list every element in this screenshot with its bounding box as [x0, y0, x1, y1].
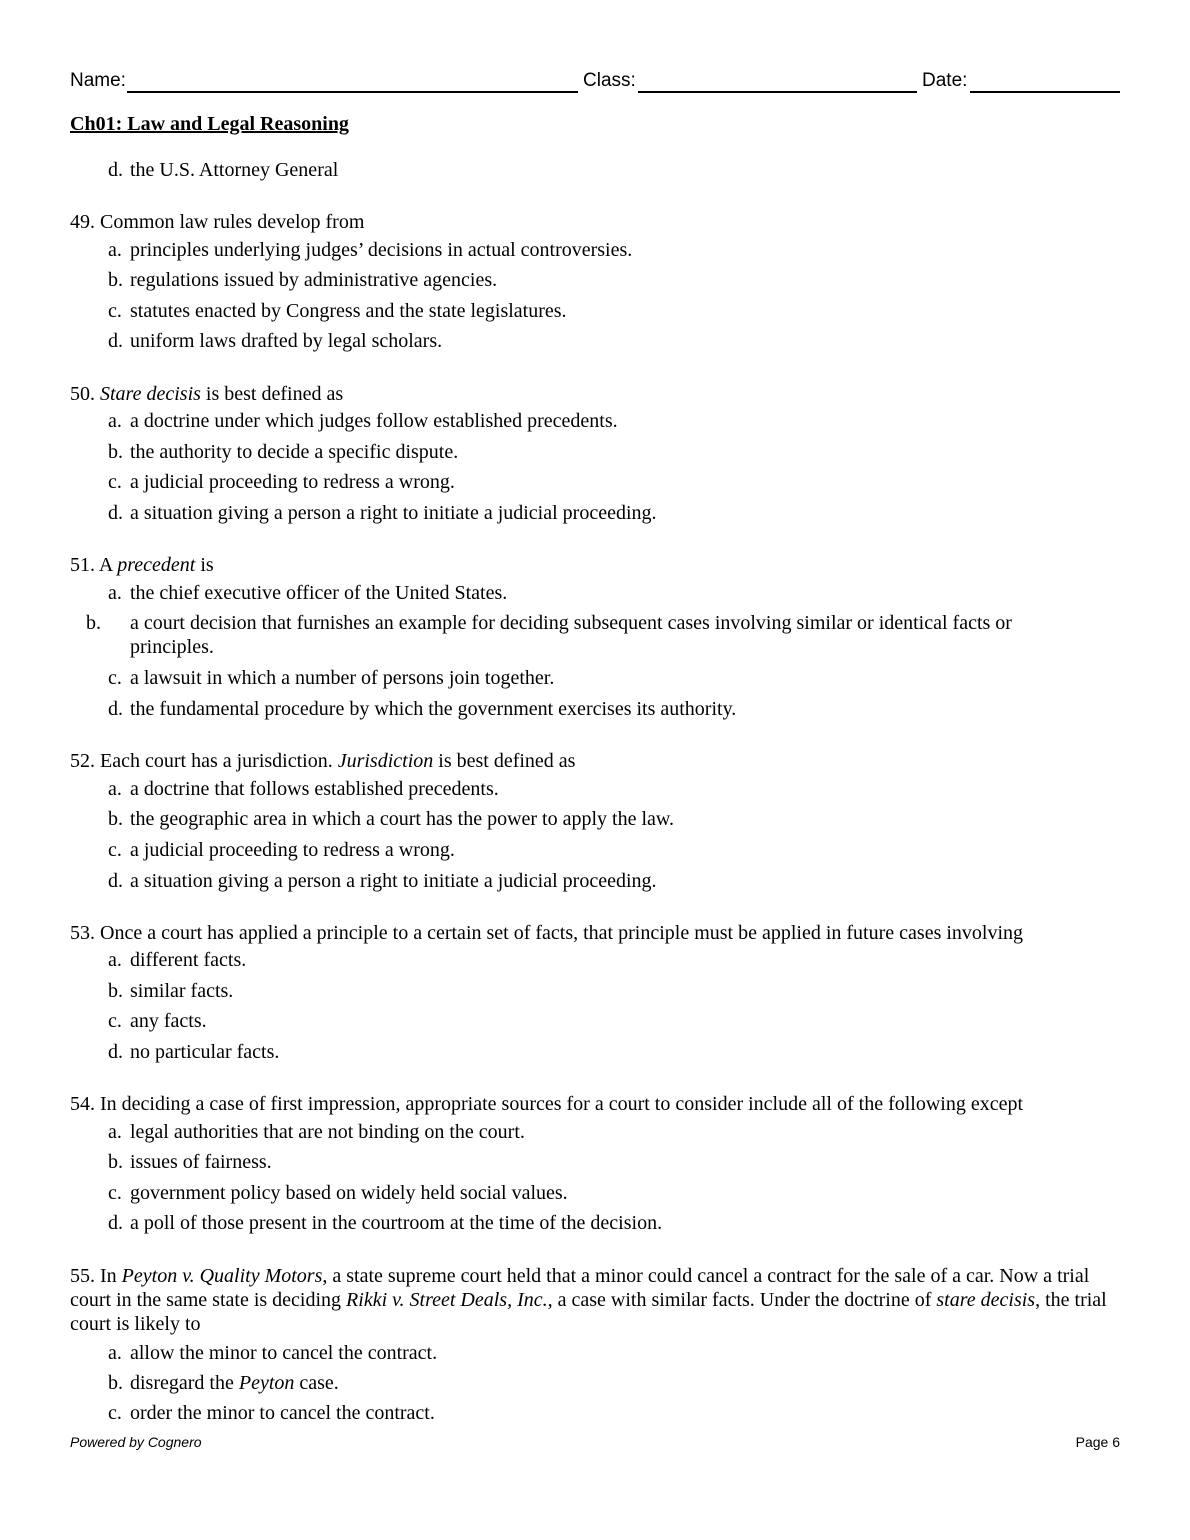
question-50-option-b: b. the authority to decide a specific dispute.: [108, 441, 459, 463]
question-52-option-d: d. a situation giving a person a right to initiate a judicial proceeding.: [108, 870, 657, 892]
question-54-option-a: a. legal authorities that are not binding on the court.: [108, 1121, 525, 1143]
question-53-option-a: a. different facts.: [108, 949, 247, 971]
footer-page-number: Page 6: [1075, 1434, 1120, 1450]
question-52-option-a: a. a doctrine that follows established precedents.: [108, 778, 499, 800]
question-50-prompt: 50. Stare decisis is best defined as: [70, 383, 344, 405]
question-51-option-c: c. a lawsuit in which a number of persons join together.: [108, 667, 555, 689]
question-52-option-b: b. the geographic area in which a court has the power to apply the law.: [108, 808, 675, 830]
question-49-option-d: d. uniform laws drafted by legal scholars.: [108, 330, 443, 352]
date-field-line[interactable]: [970, 91, 1120, 93]
question-54-option-b: b. issues of fairness.: [108, 1151, 272, 1173]
question-52-prompt: 52. Each court has a jurisdiction. Jurisdiction is best defined as: [70, 750, 576, 772]
question-55-option-b: b. disregard the Peyton case.: [108, 1372, 339, 1394]
question-50-option-a: a. a doctrine under which judges follow established precedents.: [108, 410, 618, 432]
question-51-option-a: a. the chief executive officer of the United States.: [108, 582, 508, 604]
question-51-option-b: b. a court decision that furnishes an example for deciding subsequent cases involving similar or identical facts or principles.: [86, 612, 1012, 658]
question-49-option-a: a. principles underlying judges’ decisions in actual controversies.: [108, 239, 633, 261]
question-50-option-c: c. a judicial proceeding to redress a wrong.: [108, 471, 455, 493]
question-54-option-d: d. a poll of those present in the courtroom at the time of the decision.: [108, 1212, 663, 1234]
class-field-line[interactable]: [638, 91, 917, 93]
question-55-option-c: c. order the minor to cancel the contract.: [108, 1402, 435, 1424]
class-label: Class:: [583, 70, 636, 91]
question-53-prompt: 53. Once a court has applied a principle to a certain set of facts, that principle must be applied in future cases involving: [70, 922, 1024, 944]
question-49-option-c: c. statutes enacted by Congress and the state legislatures.: [108, 300, 567, 322]
header-row: [70, 70, 1120, 94]
question-51-prompt: 51. A precedent is: [70, 554, 214, 576]
question-54-prompt: 54. In deciding a case of first impression, appropriate sources for a court to consider include all of the following except: [70, 1093, 1024, 1115]
question-52-option-c: c. a judicial proceeding to redress a wrong.: [108, 839, 455, 861]
name-field-line[interactable]: [127, 91, 578, 93]
question-55-option-a: a. allow the minor to cancel the contract.: [108, 1342, 438, 1364]
question-49-prompt: 49. Common law rules develop from: [70, 211, 365, 233]
question-50-option-d: d. a situation giving a person a right to initiate a judicial proceeding.: [108, 502, 657, 524]
question-53-option-d: d. no particular facts.: [108, 1041, 280, 1063]
question-55-prompt: 55. In Peyton v. Quality Motors, a state supreme court held that a minor could cancel a contract for the sale of a car. Now a trial court in the same state is deciding Rikki v. Street Deals, Inc., a case with similar facts. Under the doctrine of stare decisis, the trial court is likely to: [70, 1265, 1107, 1335]
question-49-option-b: b. regulations issued by administrative agencies.: [108, 269, 498, 291]
question-51-option-d: d. the fundamental procedure by which the government exercises its authority.: [108, 698, 737, 720]
footer-powered-by: Powered by Cognero: [70, 1434, 202, 1450]
carryover-option: d. the U.S. Attorney General: [108, 159, 339, 181]
question-54-option-c: c. government policy based on widely held social values.: [108, 1182, 568, 1204]
question-53-option-c: c. any facts.: [108, 1010, 207, 1032]
chapter-title: Ch01: Law and Legal Reasoning: [70, 113, 349, 135]
date-label: Date:: [922, 70, 968, 91]
name-label: Name:: [70, 70, 126, 91]
question-53-option-b: b. similar facts.: [108, 980, 234, 1002]
